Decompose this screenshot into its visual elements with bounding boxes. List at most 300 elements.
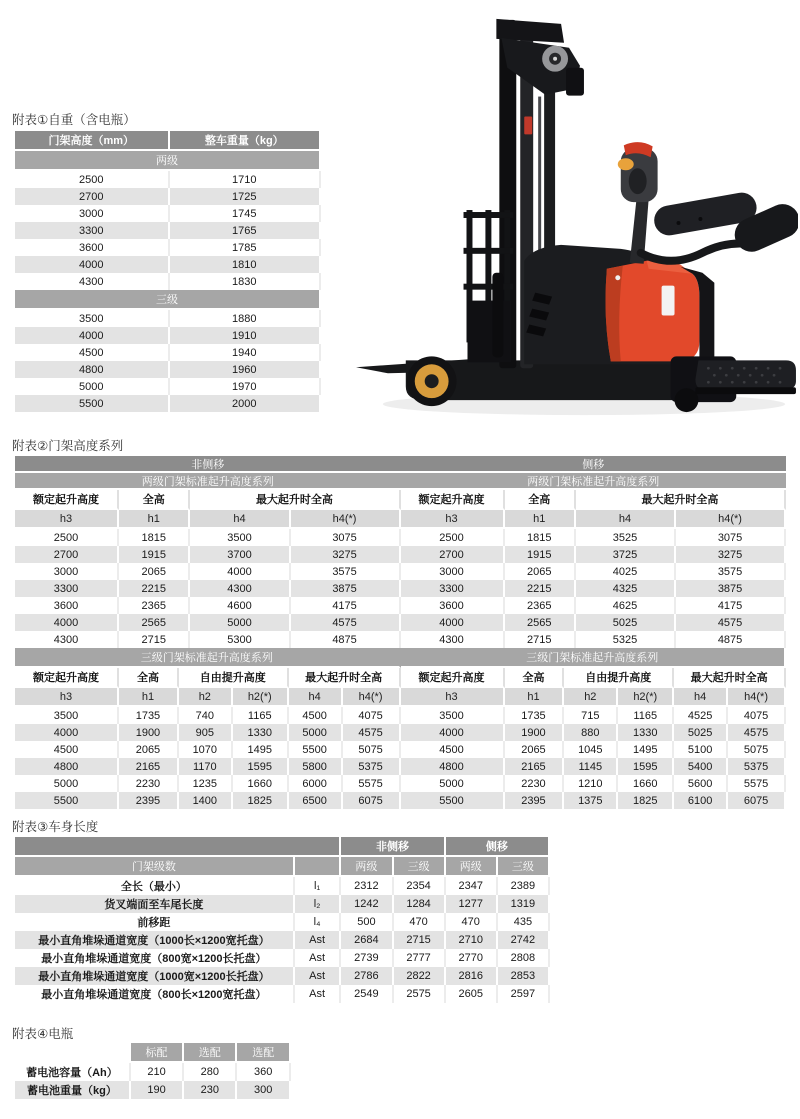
column-header: 自由提升高度 — [564, 668, 674, 688]
table-cell: Ast — [295, 931, 342, 949]
table-cell: 435 — [498, 913, 550, 931]
three-stage-band-label: 三级门架标准起升高度系列 — [15, 648, 401, 668]
table-cell: 1970 — [170, 378, 321, 395]
table-cell: 1910 — [170, 327, 321, 344]
table-cell: 2230 — [119, 775, 179, 792]
table-cell: 4500 — [289, 707, 343, 724]
table-cell: 2770 — [446, 949, 498, 967]
table-row — [15, 239, 321, 256]
table-cell: 5025 — [576, 614, 676, 631]
table-cell: Ast — [295, 985, 342, 1003]
table-cell: 4175 — [676, 597, 786, 614]
table-cell: 1785 — [170, 239, 321, 256]
table-cell: 4575 — [676, 614, 786, 631]
table-cell: 2715 — [119, 631, 190, 648]
column-header: 最大起升时全高 — [576, 490, 786, 510]
fork-carriage — [467, 301, 511, 363]
table-cell: 1880 — [170, 310, 321, 327]
table-cell: 2786 — [341, 967, 393, 985]
table-cell: 5575 — [728, 775, 786, 792]
symbol-header: h3 — [401, 510, 505, 529]
table2-mast-heights — [15, 456, 786, 809]
table-row — [15, 256, 321, 273]
table-cell: 3525 — [576, 529, 676, 546]
table-cell: 2710 — [446, 931, 498, 949]
table-cell: 1284 — [394, 895, 446, 913]
table-cell: 2389 — [498, 877, 550, 895]
table-cell: 4000 — [15, 614, 119, 631]
table-cell: 1330 — [233, 724, 289, 741]
table-row — [15, 724, 401, 741]
table-cell: 1319 — [498, 895, 550, 913]
table-cell: 2700 — [15, 188, 170, 205]
table-cell: 5500 — [15, 792, 119, 809]
table-cell: 230 — [184, 1081, 237, 1099]
table-cell: 4075 — [343, 707, 401, 724]
table-row — [15, 931, 550, 949]
table-cell: 4875 — [291, 631, 401, 648]
table-cell: 2715 — [394, 931, 446, 949]
table1-title: 附表①自重（含电瓶） — [12, 113, 136, 127]
table-row — [401, 758, 787, 775]
column-header: 全高 — [505, 490, 576, 510]
table-cell: 3575 — [676, 563, 786, 580]
table-row — [401, 546, 787, 563]
section-band — [15, 290, 321, 310]
symbol-header: h4 — [576, 510, 676, 529]
table-row — [15, 327, 321, 344]
three-stage-band — [401, 648, 787, 668]
two-stage-band-label: 两级门架标准起升高度系列 — [401, 473, 787, 488]
table-cell: 4025 — [576, 563, 676, 580]
column-header: 全高 — [119, 490, 190, 510]
table-cell: 2347 — [446, 877, 498, 895]
table-cell: 5600 — [674, 775, 728, 792]
blank-header — [295, 857, 342, 877]
symbol-header: h4 — [674, 688, 728, 707]
table-cell: 880 — [564, 724, 618, 741]
table-cell: 4525 — [674, 707, 728, 724]
table-cell: 6500 — [289, 792, 343, 809]
table-row — [401, 792, 787, 809]
table-cell: 1765 — [170, 222, 321, 239]
table-cell: 4875 — [676, 631, 786, 648]
table-cell: 1815 — [505, 529, 576, 546]
table-cell: 2597 — [498, 985, 550, 1003]
table-cell: 2575 — [394, 985, 446, 1003]
table-cell: 1830 — [170, 273, 321, 290]
table-row — [15, 949, 550, 967]
table-row — [401, 707, 787, 724]
table4-battery — [15, 1043, 291, 1099]
table-cell: 190 — [131, 1081, 184, 1099]
table-cell: 4000 — [401, 614, 505, 631]
section-band-label: 两级 — [15, 151, 321, 171]
table-cell: 5300 — [190, 631, 290, 648]
table-cell: 470 — [394, 913, 446, 931]
table-cell: 2822 — [394, 967, 446, 985]
symbol-header: h4(*) — [728, 688, 786, 707]
body-cover-red — [606, 260, 700, 361]
table-row — [15, 631, 401, 648]
table-row — [401, 529, 787, 546]
forklift-photo — [350, 2, 798, 430]
table-cell: 2000 — [170, 395, 321, 412]
table-cell: 740 — [179, 707, 233, 724]
symbol-header: h4 — [289, 688, 343, 707]
table-cell: 4800 — [15, 758, 119, 775]
stage-label: 三级 — [394, 857, 446, 877]
column-header: 额定起升高度 — [15, 668, 119, 688]
table-cell: 2816 — [446, 967, 498, 985]
symbol-row — [401, 510, 787, 529]
table-cell: Ast — [295, 967, 342, 985]
table-cell: 2808 — [498, 949, 550, 967]
table-cell: 2739 — [341, 949, 393, 967]
blank-header — [15, 1043, 131, 1063]
table-cell: 1745 — [170, 205, 321, 222]
table-cell: 210 — [131, 1063, 184, 1081]
table-row — [15, 310, 321, 327]
table-cell: 4500 — [401, 741, 505, 758]
table-cell: 1400 — [179, 792, 233, 809]
operator-platform — [695, 360, 796, 394]
symbol-header: h1 — [119, 688, 179, 707]
column-header: 选配 — [184, 1043, 237, 1063]
section-band-label: 三级 — [15, 290, 321, 310]
table-cell: 715 — [564, 707, 618, 724]
table-cell: 全长（最小） — [15, 877, 295, 895]
table-cell: 2230 — [505, 775, 565, 792]
symbol-row — [401, 688, 787, 707]
table-cell: 1710 — [170, 171, 321, 188]
table4-header-row — [15, 1043, 291, 1063]
blank-header — [15, 837, 341, 857]
table-row — [15, 378, 321, 395]
table-cell: 3075 — [291, 529, 401, 546]
symbol-header: h4(*) — [676, 510, 786, 529]
column-header: 额定起升高度 — [15, 490, 119, 510]
group-row — [15, 837, 550, 857]
table-cell: 1900 — [119, 724, 179, 741]
table-cell: 2684 — [341, 931, 393, 949]
table-row — [15, 580, 401, 597]
table-cell: 5375 — [343, 758, 401, 775]
symbol-header: h3 — [401, 688, 505, 707]
table-row — [401, 775, 787, 792]
table-cell: 5500 — [15, 395, 170, 412]
table-cell: 1595 — [618, 758, 674, 775]
table-cell: 3725 — [576, 546, 676, 563]
column-header: 最大起升时全高 — [289, 668, 401, 688]
table2-three-stage-right — [401, 648, 787, 809]
table-cell: 1235 — [179, 775, 233, 792]
table-cell: 2742 — [498, 931, 550, 949]
table-row — [15, 913, 550, 931]
table-cell: 3275 — [676, 546, 786, 563]
two-stage-band-label: 两级门架标准起升高度系列 — [15, 473, 401, 488]
table4-data — [15, 1063, 291, 1099]
row-header: 门架级数 — [15, 857, 295, 877]
two-stage-data — [401, 529, 787, 648]
table4-title: 附表④电瓶 — [12, 1027, 74, 1041]
table-row — [15, 222, 321, 239]
symbol-header: h4 — [190, 510, 290, 529]
table-cell: 2065 — [119, 563, 190, 580]
table-cell: 2215 — [119, 580, 190, 597]
table-cell: 2853 — [498, 967, 550, 985]
table-cell: 4500 — [15, 344, 170, 361]
table-cell: l₂ — [295, 895, 342, 913]
symbol-header: h1 — [119, 510, 190, 529]
table-cell: 3500 — [15, 310, 170, 327]
table3-title: 附表③车身长度 — [12, 820, 99, 834]
table-cell: 5500 — [289, 741, 343, 758]
group-label-sideshift: 侧移 — [446, 837, 550, 857]
table-row — [15, 1081, 291, 1099]
table-cell: 4000 — [15, 724, 119, 741]
stage-label: 两级 — [446, 857, 498, 877]
symbol-header: h1 — [505, 688, 565, 707]
table-cell: 4575 — [291, 614, 401, 631]
table2-half-sideshift — [401, 490, 787, 809]
table-cell: 500 — [341, 913, 393, 931]
table-cell: 4300 — [401, 631, 505, 648]
column-header: 自由提升高度 — [179, 668, 289, 688]
table-cell: 3500 — [401, 707, 505, 724]
table1-two-stage-body — [15, 171, 321, 290]
column-header: 额定起升高度 — [401, 668, 505, 688]
table-cell: 1660 — [618, 775, 674, 792]
table-cell: 1165 — [233, 707, 289, 724]
table-row — [401, 614, 787, 631]
table-cell: 3600 — [401, 597, 505, 614]
table-cell: 3000 — [401, 563, 505, 580]
table-cell: 5075 — [343, 741, 401, 758]
table-cell: 最小直角堆垛通道宽度（1000长×1200宽托盘） — [15, 931, 295, 949]
table-cell: 3000 — [15, 563, 119, 580]
table-cell: 280 — [184, 1063, 237, 1081]
column-header: 最大起升时全高 — [190, 490, 400, 510]
table-row — [15, 614, 401, 631]
table-cell: 3875 — [676, 580, 786, 597]
table-cell: 4000 — [15, 327, 170, 344]
table-cell: 6075 — [728, 792, 786, 809]
table-cell: 2565 — [505, 614, 576, 631]
column-header: 最大起升时全高 — [674, 668, 786, 688]
table3-data — [15, 877, 550, 1003]
table-cell: 货叉端面至车尾长度 — [15, 895, 295, 913]
table-cell: 1900 — [505, 724, 565, 741]
table-cell: 2700 — [15, 546, 119, 563]
table-cell: 4300 — [190, 580, 290, 597]
table1-three-stage-body — [15, 310, 321, 412]
table-cell: 2065 — [505, 741, 565, 758]
table-cell: 1375 — [564, 792, 618, 809]
table-cell: 1210 — [564, 775, 618, 792]
table-cell: 1170 — [179, 758, 233, 775]
table-cell: 4800 — [401, 758, 505, 775]
table-cell: 1277 — [446, 895, 498, 913]
two-stage-data — [15, 529, 401, 648]
table-cell: 2715 — [505, 631, 576, 648]
group-label-non-sideshift: 非侧移 — [341, 837, 445, 857]
table-cell: 1825 — [618, 792, 674, 809]
table-cell: 3075 — [676, 529, 786, 546]
table-cell: 2312 — [341, 877, 393, 895]
table3-body-length — [15, 837, 550, 1003]
table-cell: 2165 — [505, 758, 565, 775]
table-cell: 1070 — [179, 741, 233, 758]
table-cell: 470 — [446, 913, 498, 931]
table-row — [401, 631, 787, 648]
table-cell: 5325 — [576, 631, 676, 648]
table-row — [15, 361, 321, 378]
symbol-header: h2(*) — [233, 688, 289, 707]
table-row — [401, 741, 787, 758]
table-row — [15, 1063, 291, 1081]
table2-three-stage-left — [15, 648, 401, 809]
column-header: 全高 — [119, 668, 179, 688]
table-cell: 4625 — [576, 597, 676, 614]
table-row — [401, 597, 787, 614]
table-cell: 4000 — [190, 563, 290, 580]
table-cell: 2777 — [394, 949, 446, 967]
table-cell: l₁ — [295, 877, 342, 895]
table-cell: 1735 — [505, 707, 565, 724]
table-cell: 1915 — [505, 546, 576, 563]
symbol-header: h2 — [564, 688, 618, 707]
table-cell: 4000 — [401, 724, 505, 741]
column-header: 全高 — [505, 668, 565, 688]
drive-wheel — [675, 388, 699, 412]
table-row — [15, 273, 321, 290]
table-cell: 5575 — [343, 775, 401, 792]
table-cell: 3600 — [15, 239, 170, 256]
header-row — [15, 668, 401, 688]
symbol-row — [15, 688, 401, 707]
lift-cylinder — [492, 273, 503, 358]
table-cell: 3875 — [291, 580, 401, 597]
column-header: 选配 — [237, 1043, 291, 1063]
table2-half-non-sideshift — [15, 490, 401, 809]
table-row — [15, 967, 550, 985]
three-stage-band-label: 三级门架标准起升高度系列 — [401, 648, 787, 668]
table-cell: 3000 — [15, 205, 170, 222]
table-cell: 1825 — [233, 792, 289, 809]
table1-self-weight — [15, 131, 321, 412]
table-cell: 5000 — [15, 775, 119, 792]
table-cell: 5000 — [15, 378, 170, 395]
symbol-header: h3 — [15, 688, 119, 707]
section-band — [15, 151, 321, 171]
table-row — [15, 344, 321, 361]
horn-button — [618, 158, 634, 170]
table-cell: 1330 — [618, 724, 674, 741]
table-cell: 3600 — [15, 597, 119, 614]
three-stage-band — [15, 648, 401, 668]
symbol-header: h3 — [15, 510, 119, 529]
table-cell: 3300 — [15, 222, 170, 239]
table-cell: 2700 — [401, 546, 505, 563]
table-cell: 蓄电池重量（kg） — [15, 1081, 131, 1099]
table-cell: 1165 — [618, 707, 674, 724]
header-row — [401, 490, 787, 510]
table-row — [15, 597, 401, 614]
spec-sticker — [662, 286, 675, 316]
header-row — [15, 490, 401, 510]
table-cell: 1145 — [564, 758, 618, 775]
symbol-row — [15, 510, 401, 529]
column-header: 整车重量（kg） — [170, 131, 321, 151]
table-cell: 1940 — [170, 344, 321, 361]
table-cell: 5500 — [401, 792, 505, 809]
table-cell: 6075 — [343, 792, 401, 809]
table-row — [15, 895, 550, 913]
table-cell: 2500 — [15, 529, 119, 546]
table1-header-row — [15, 131, 321, 151]
table-cell: 4300 — [15, 273, 170, 290]
table-row — [15, 563, 401, 580]
three-stage-data — [401, 707, 787, 809]
table-cell: 2354 — [394, 877, 446, 895]
table-cell: 5075 — [728, 741, 786, 758]
table-cell: 2565 — [119, 614, 190, 631]
table-cell: 905 — [179, 724, 233, 741]
table-cell: 前移距 — [15, 913, 295, 931]
table-cell: 2365 — [505, 597, 576, 614]
table-cell: 2395 — [505, 792, 565, 809]
table2-group-band — [15, 456, 786, 471]
stage-row — [15, 857, 550, 877]
table-cell: 300 — [237, 1081, 291, 1099]
table-cell: 6100 — [674, 792, 728, 809]
table-row — [401, 724, 787, 741]
table-cell: 最小直角堆垛通道宽度（800长×1200宽托盘） — [15, 985, 295, 1003]
group-label-sideshift: 侧移 — [401, 456, 787, 471]
table-cell: 1725 — [170, 188, 321, 205]
table-cell: 4075 — [728, 707, 786, 724]
table-cell: 3500 — [15, 707, 119, 724]
symbol-header: h2(*) — [618, 688, 674, 707]
table-cell: 4800 — [15, 361, 170, 378]
symbol-header: h1 — [505, 510, 576, 529]
table-cell: 3700 — [190, 546, 290, 563]
column-header: 额定起升高度 — [401, 490, 505, 510]
table-cell: 5375 — [728, 758, 786, 775]
table-cell: 4175 — [291, 597, 401, 614]
table-cell: 5100 — [674, 741, 728, 758]
group-label-non-sideshift: 非侧移 — [15, 456, 401, 471]
table-cell: Ast — [295, 949, 342, 967]
table-cell: 5800 — [289, 758, 343, 775]
table-cell: 2500 — [15, 171, 170, 188]
table-cell: 2065 — [119, 741, 179, 758]
table-row — [15, 707, 401, 724]
table-cell: 2365 — [119, 597, 190, 614]
table-row — [401, 563, 787, 580]
table-cell: 2500 — [401, 529, 505, 546]
table-cell: 5000 — [401, 775, 505, 792]
table-cell: 2165 — [119, 758, 179, 775]
table-cell: 1815 — [119, 529, 190, 546]
table-cell: 4500 — [15, 741, 119, 758]
table2-two-stage-band — [15, 473, 786, 488]
table-cell: 3575 — [291, 563, 401, 580]
stage-label: 两级 — [341, 857, 393, 877]
table-cell: 1810 — [170, 256, 321, 273]
table-cell: 蓄电池容量（Ah） — [15, 1063, 131, 1081]
